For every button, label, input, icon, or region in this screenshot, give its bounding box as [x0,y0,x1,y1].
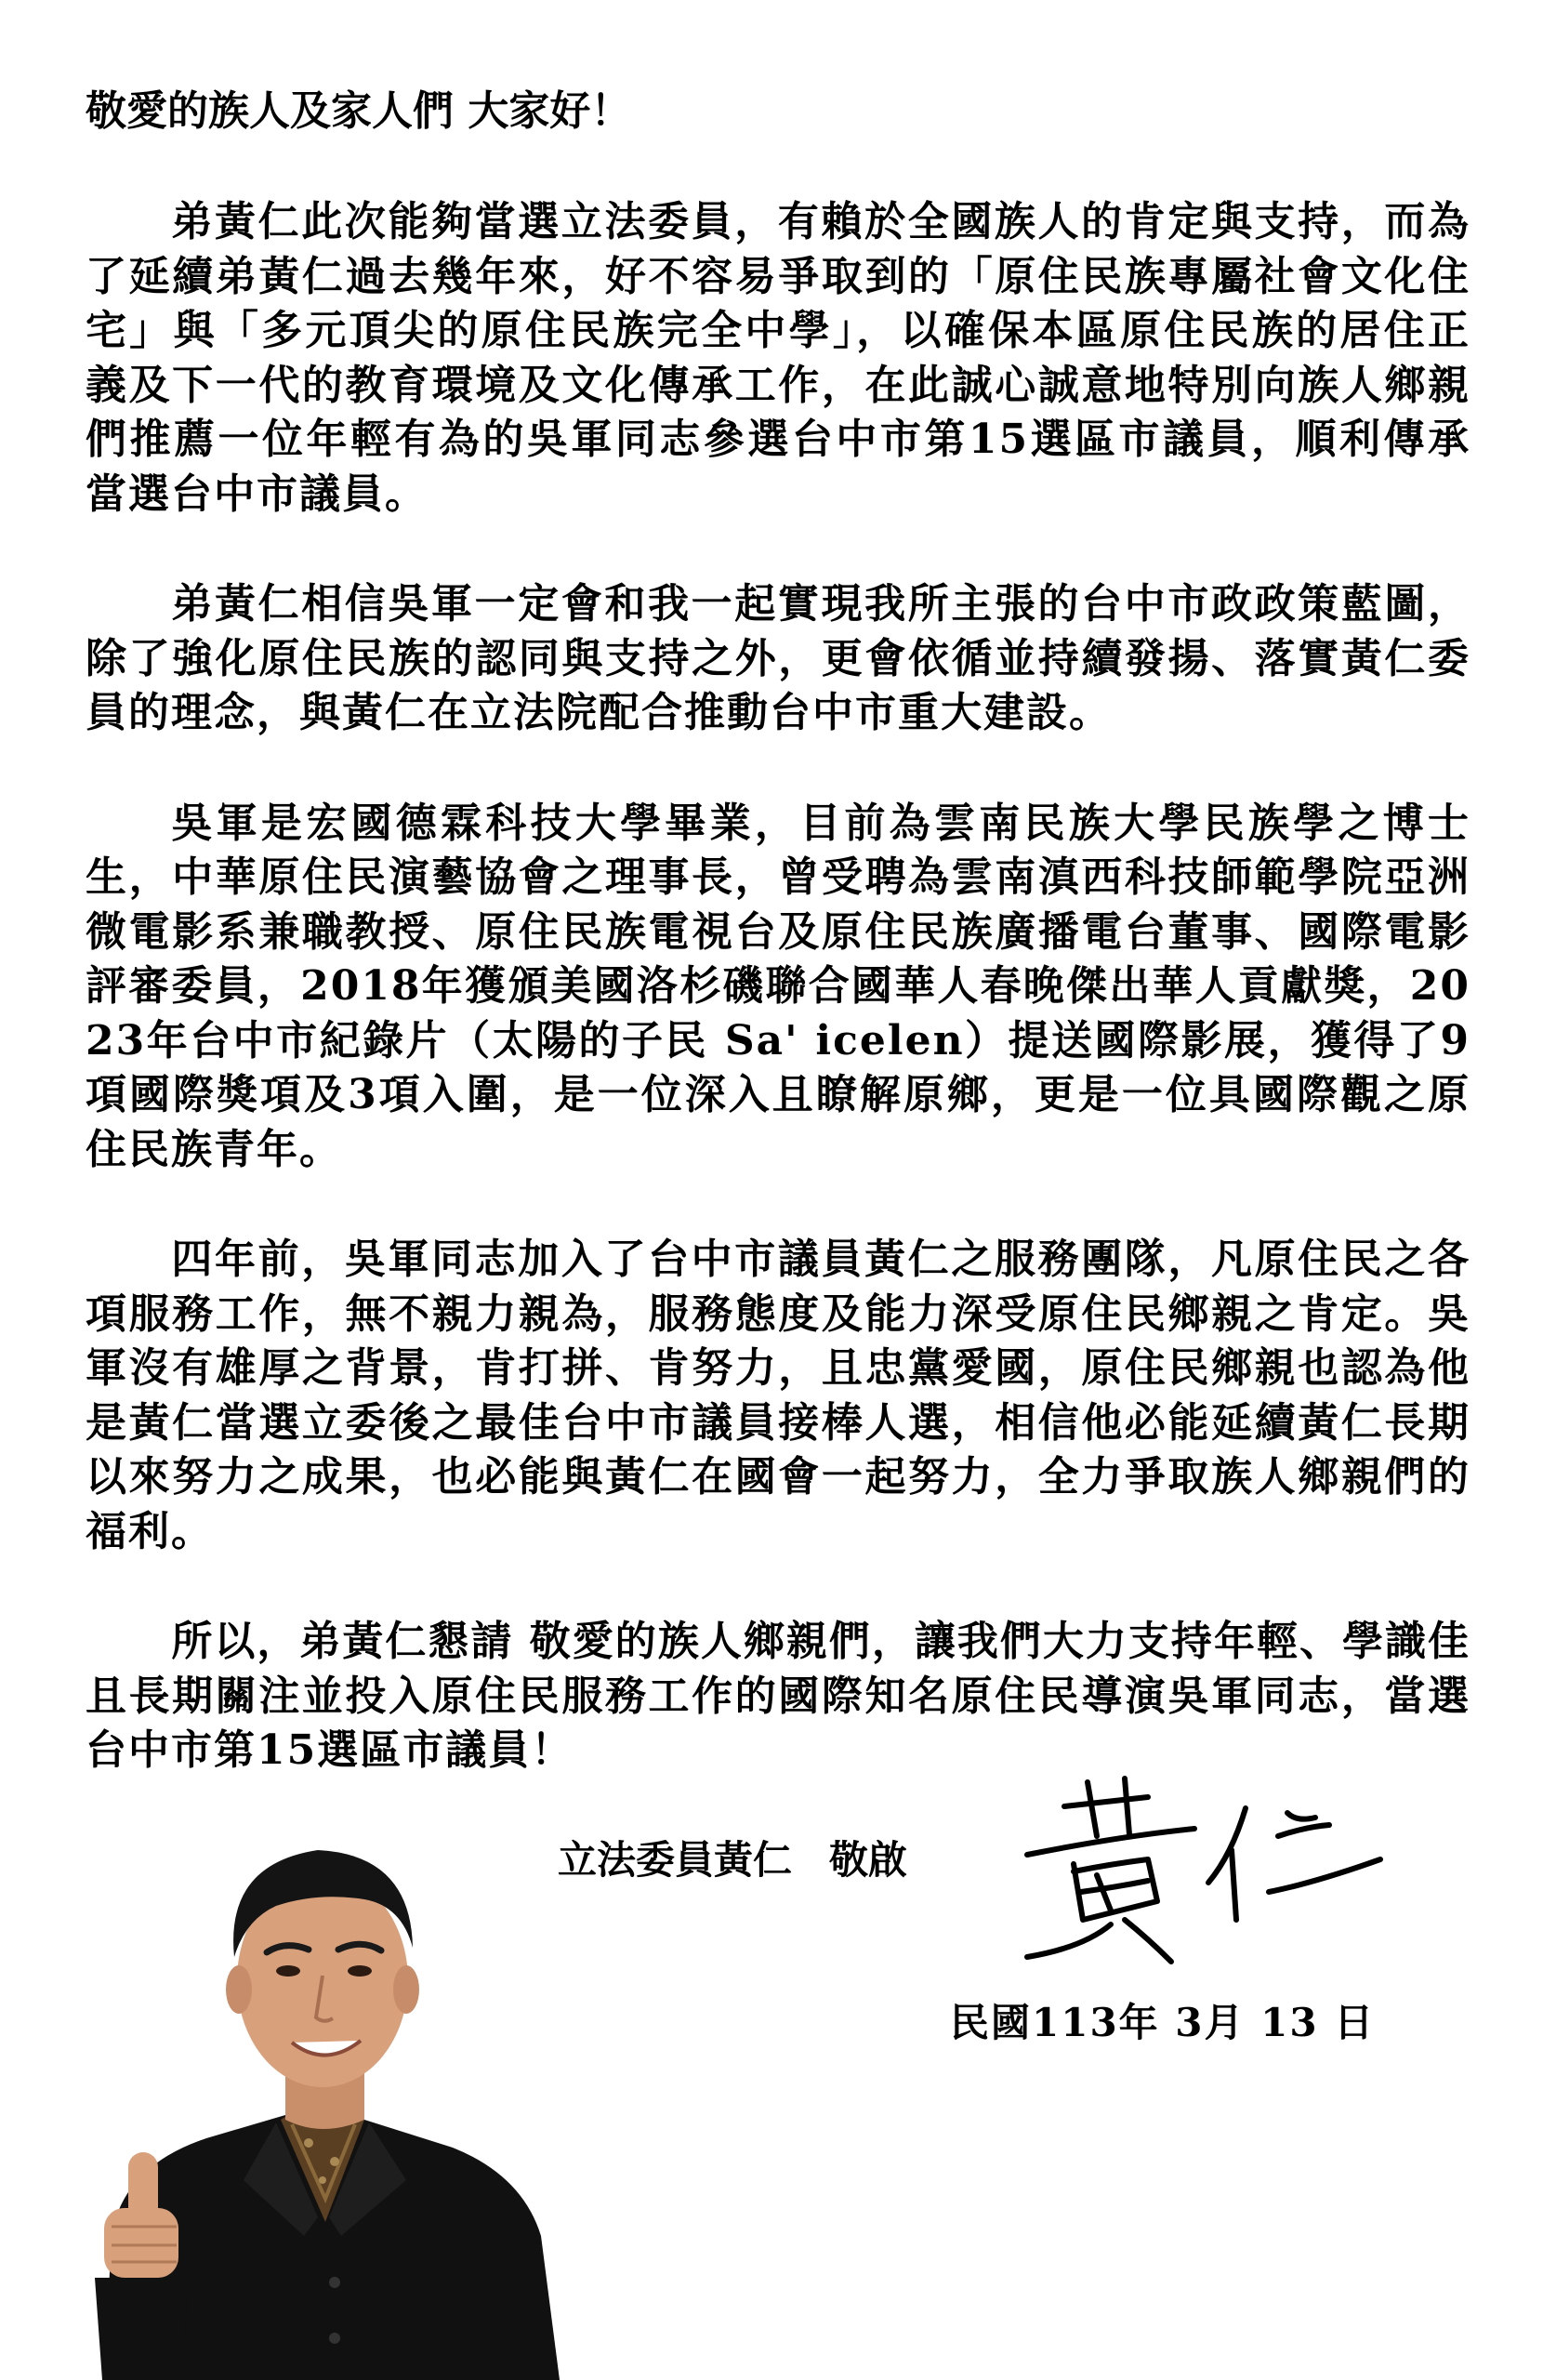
paragraph-service-team: 四年前，吳軍同志加入了台中市議員黃仁之服務團隊，凡原住民之各項服務工作，無不親力親為，服務態度及能力深受原住民鄉親之肯定。吳軍沒有雄厚之背景，肯打拼、肯努力，且忠黨愛國，原住民鄉親也認為他是黃仁當選立委後之最佳台中市議員接棒人選，相信他必能延續黃仁長期以來努力之成果，也必能與黃仁在國會一起努力，全力爭取族人鄉親們的福利。 [86,1236,1470,1555]
greeting: 敬愛的族人及家人們 大家好！ [86,87,632,135]
handwritten-signature [1009,1771,1399,1966]
paragraph-policy-blueprint: 弟黃仁相信吳軍一定會和我一起實現我所主張的台中市政政策藍圖，除了強化原住民族的認同與支持之外，更會依循並持續發揚、落實黃仁委員的理念，與黃仁在立法院配合推動台中市重大建設。 [86,580,1470,736]
paragraph-election-thanks: 弟黃仁此次能夠當選立法委員，有賴於全國族人的肯定與支持，而為了延續弟黃仁過去幾年來，好不容易爭取到的「原住民族專屬社會文化住宅」與「多元頂尖的原住民族完全中學」，以確保本區原住民族的居住正義及下一代的教育環境及文化傳承工作，在此誠心誠意地特別向族人鄉親們推薦一位年輕有為的吳軍同志參選台中市第15選區市議員，順利傳承當選台中市議員。 [86,198,1470,518]
portrait-photo [86,1799,569,2380]
paragraph-candidate-background: 吳軍是宏國德霖科技大學畢業，目前為雲南民族大學民族學之博士生，中華原住民演藝協會之理事長，曾受聘為雲南滇西科技師範學院亞洲微電影系兼職教授、原住民族電視台及原住民族廣播電台董事、國際電影評審委員，2018年獲頒美國洛杉磯聯合國華人春晚傑出華人貢獻獎，2023年台中市紀錄片（太陽的子民 Sa' icelen）提送國際影展，獲得了9項國際獎項及3項入圍，是一位深入且瞭解原鄉，更是一位具國際觀之原住民族青年。 [86,799,1470,1173]
signer-title: 立法委員黃仁 [558,1837,793,1883]
signer-line [558,1830,907,1885]
closing-word: 敬啟 [829,1837,908,1883]
letter-body [86,86,1470,1834]
date: 民國113年 3月 13 日 [950,2000,1376,2045]
paragraph-appeal: 所以，弟黃仁懇請 敬愛的族人鄉親們，讓我們大力支持年輕、學識佳且長期關注並投入原住民服務工作的國際知名原住民導演吳軍同志，當選台中市第15選區市議員！ [86,1618,1470,1774]
